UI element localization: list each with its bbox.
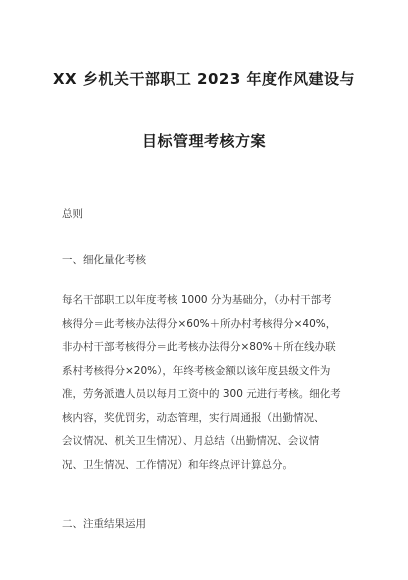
- paragraph-line: 系村考核得分×20%），年终考核金额以该年度县级文件为: [62, 364, 331, 377]
- paragraph-line: 每名干部职工以年度考核 1000 分为基础分，（办村干部考: [62, 294, 332, 306]
- paragraph-line: 非办村干部考核得分＝此考核办法得分×80%＋所在线办联: [62, 341, 336, 353]
- document-title-line-2: 目标管理考核方案: [141, 132, 266, 150]
- paragraph-line: 会议情况、机关卫生情况）、月总结（出勤情况、会议情: [62, 435, 320, 447]
- paragraph-line: 核得分＝此考核办法得分×60%＋所办村考核得分×40%，: [62, 317, 337, 330]
- general-heading: 总则: [62, 208, 83, 220]
- document-title-line-1: XX 乡机关干部职工 2023 年度作风建设与: [52, 70, 356, 88]
- paragraph-line: 准，劳务派遣人员以每月工资中的 300 元进行考核。细化考: [62, 388, 341, 400]
- section-1-heading: 一、细化量化考核: [62, 254, 146, 266]
- section-2-heading: 二、注重结果运用: [62, 518, 146, 530]
- section-1-paragraph: [62, 289, 352, 477]
- paragraph-line: 况、卫生情况、工作情况）和年终点评计算总分。: [62, 458, 293, 471]
- paragraph-line: 核内容，奖优罚劣，动态管理，实行周通报（出勤情况、: [62, 411, 325, 424]
